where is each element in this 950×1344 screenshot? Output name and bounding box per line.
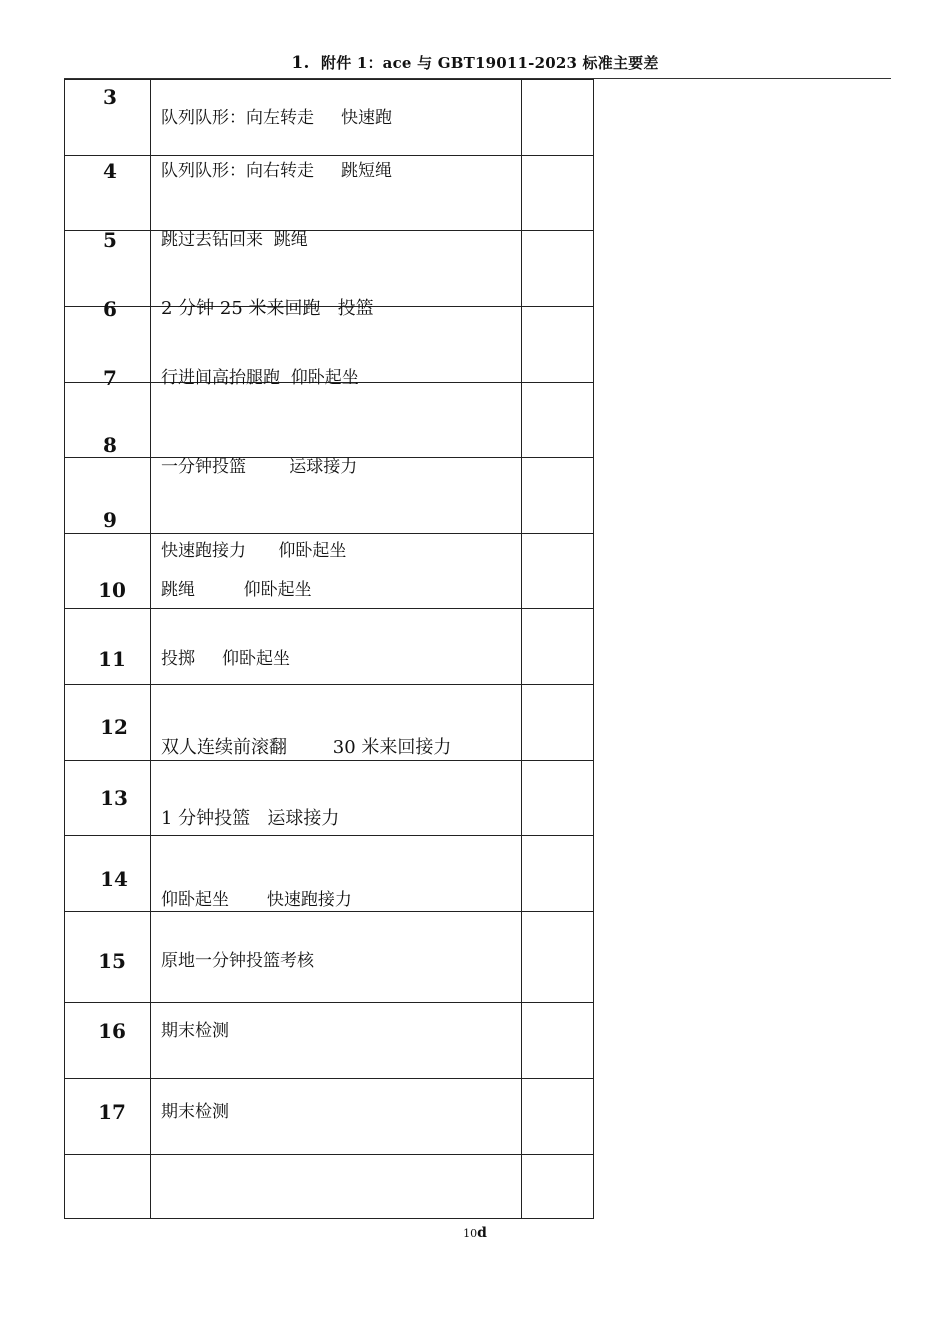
table-rule [64, 608, 594, 609]
page-header [0, 52, 950, 73]
table-rule [64, 1154, 594, 1155]
table-rule [64, 1078, 594, 1079]
table-rule [64, 911, 594, 912]
row-number: 13 [100, 786, 128, 810]
table-border-bottom [64, 1218, 594, 1219]
table-rule [64, 684, 594, 685]
row-number: 6 [103, 297, 117, 321]
activity-text: 队列队形：向左转走 快速跑 [161, 108, 393, 128]
activity-text: 行进间高抬腿跑 仰卧起坐 [161, 368, 359, 388]
row-number: 17 [98, 1100, 126, 1124]
activity-text: 期末检测 [161, 1021, 229, 1041]
row-number: 11 [98, 647, 126, 671]
activity-text: 一分钟投篮 运球接力 [161, 457, 358, 477]
row-number: 16 [98, 1019, 126, 1043]
activity-text: 快速跑接力 仰卧起坐 [161, 541, 347, 561]
activity-text: 1 分钟投篮 运球接力 [161, 808, 340, 829]
activity-text: 2 分钟 25 米来回跑 投篮 [161, 298, 374, 319]
table-rule [64, 760, 594, 761]
row-number: 4 [103, 159, 117, 183]
header-number: 1. [291, 53, 310, 73]
table-rule [64, 533, 594, 534]
activity-text: 跳过去钻回来 跳绳 [161, 230, 308, 250]
row-number: 7 [103, 366, 117, 390]
page-number: 10 [463, 1227, 478, 1240]
header-title: 附件 1：ace 与 GBT19011-2023 标准主要差 [321, 54, 659, 72]
row-number: 15 [98, 949, 126, 973]
activity-text: 双人连续前滚翻 30 米来回接力 [161, 737, 452, 758]
row-number: 3 [103, 85, 117, 109]
row-number: 12 [100, 715, 128, 739]
table-border-top [64, 79, 594, 80]
table-border-right [593, 79, 594, 1219]
page-footer [0, 1225, 950, 1241]
table-rule [64, 1002, 594, 1003]
row-number: 10 [98, 578, 126, 602]
row-number: 8 [103, 433, 117, 457]
table-column-divider [521, 79, 522, 1219]
activity-text: 期末检测 [161, 1102, 229, 1122]
activity-text: 跳绳 仰卧起坐 [161, 580, 312, 600]
table-rule [64, 155, 594, 156]
row-number: 5 [103, 228, 117, 252]
activity-text: 原地一分钟投篮考核 [161, 951, 314, 971]
row-number: 14 [100, 867, 128, 891]
footer-mark: d [477, 1225, 487, 1241]
row-number: 9 [103, 508, 117, 532]
table-border-left [64, 79, 65, 1219]
activity-text: 仰卧起坐 快速跑接力 [161, 890, 352, 910]
table-rule [64, 835, 594, 836]
activity-text: 队列队形：向右转走 跳短绳 [161, 161, 393, 181]
activity-text: 投掷 仰卧起坐 [161, 649, 291, 669]
